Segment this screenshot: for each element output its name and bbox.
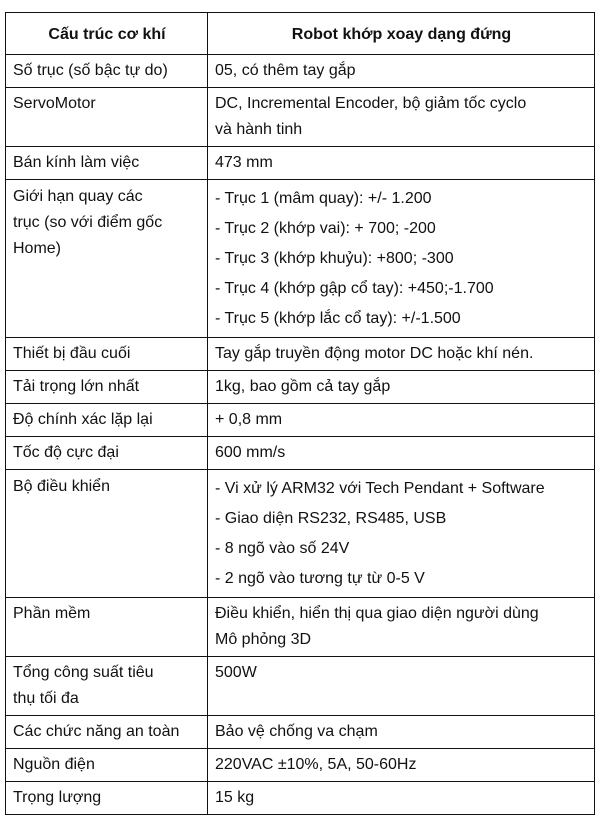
spec-table xyxy=(5,12,595,815)
table-row xyxy=(6,371,595,404)
row-value-line: - Giao diện RS232, RS485, USB xyxy=(215,510,447,527)
table-row xyxy=(6,782,595,815)
row-value-line: 600 mm/s xyxy=(215,444,286,461)
row-label-cell xyxy=(6,470,208,598)
row-label-cell xyxy=(6,598,208,657)
row-label-line: Home) xyxy=(13,240,62,257)
row-value-line: - Vi xử lý ARM32 với Tech Pendant + Software xyxy=(215,480,545,497)
table-row xyxy=(6,147,595,180)
row-value-line: Điều khiển, hiển thị qua giao diện người dùng xyxy=(215,605,539,622)
row-value-cell xyxy=(208,782,595,815)
row-value-line: - Trục 3 (khớp khuỷu): +800; -300 xyxy=(215,250,454,267)
table-row xyxy=(6,598,595,657)
row-label-line: Bộ điều khiển xyxy=(13,478,110,495)
row-value-line: 1kg, bao gồm cả tay gắp xyxy=(215,378,391,395)
row-value-line: - Trục 5 (khớp lắc cổ tay): +/-1.500 xyxy=(215,310,461,327)
row-label-line: Tổng công suất tiêu xyxy=(13,664,154,681)
table-row xyxy=(6,88,595,147)
row-label-line: Số trục (số bậc tự do) xyxy=(13,62,168,79)
header-cell-structure: Cấu trúc cơ khí xyxy=(6,13,208,55)
row-label-cell xyxy=(6,404,208,437)
row-label-cell xyxy=(6,437,208,470)
table-body xyxy=(6,55,595,815)
row-label-cell xyxy=(6,782,208,815)
row-value-cell xyxy=(208,88,595,147)
row-label-line: Nguồn điện xyxy=(13,756,95,773)
row-label-cell xyxy=(6,749,208,782)
row-value-line: - 8 ngõ vào số 24V xyxy=(215,540,350,557)
row-label-cell xyxy=(6,716,208,749)
row-value-cell xyxy=(208,657,595,716)
row-value-line: và hành tinh xyxy=(215,121,303,138)
row-value-line: 05, có thêm tay gắp xyxy=(215,62,356,79)
row-value-line: - Trục 2 (khớp vai): + 700; -200 xyxy=(215,220,436,237)
table-row xyxy=(6,404,595,437)
row-value-line: - Trục 4 (khớp gập cổ tay): +450;-1.700 xyxy=(215,280,494,297)
table-row xyxy=(6,657,595,716)
row-label-line: Các chức năng an toàn xyxy=(13,723,180,740)
row-value-cell xyxy=(208,749,595,782)
row-label-line: Phần mềm xyxy=(13,605,91,622)
row-label-cell xyxy=(6,657,208,716)
row-value-line: 15 kg xyxy=(215,789,255,806)
row-label-cell xyxy=(6,55,208,88)
header-row xyxy=(6,13,595,55)
table-row xyxy=(6,55,595,88)
row-value-line: DC, Incremental Encoder, bộ giảm tốc cyclo xyxy=(215,95,527,112)
row-label-line: Tải trọng lớn nhất xyxy=(13,378,140,395)
table-row xyxy=(6,749,595,782)
row-label-line: Thiết bị đầu cuối xyxy=(13,345,131,362)
row-value-line: 473 mm xyxy=(215,154,273,171)
row-label-line: thụ tối đa xyxy=(13,690,79,707)
row-value-cell xyxy=(208,147,595,180)
row-label-cell xyxy=(6,88,208,147)
row-value-cell xyxy=(208,338,595,371)
table-row xyxy=(6,437,595,470)
row-value-cell xyxy=(208,716,595,749)
row-value-line: Bảo vệ chống va chạm xyxy=(215,723,378,740)
row-value-line: 220VAC ±10%, 5A, 50-60Hz xyxy=(215,756,417,773)
row-value-cell xyxy=(208,371,595,404)
row-label-line: ServoMotor xyxy=(13,95,96,112)
row-label-line: Tốc độ cực đại xyxy=(13,444,119,461)
row-label-cell xyxy=(6,147,208,180)
table-row xyxy=(6,338,595,371)
row-label-line: Trọng lượng xyxy=(13,789,102,806)
row-value-line: Tay gắp truyền động motor DC hoặc khí nén. xyxy=(215,345,534,362)
row-label-cell xyxy=(6,338,208,371)
row-label-line: trục (so với điểm gốc xyxy=(13,214,163,231)
row-value-line: Mô phỏng 3D xyxy=(215,631,312,648)
row-value-cell xyxy=(208,470,595,598)
row-value-cell xyxy=(208,437,595,470)
table-row xyxy=(6,716,595,749)
row-value-line: - Trục 1 (mâm quay): +/- 1.200 xyxy=(215,190,432,207)
row-label-line: Giới hạn quay các xyxy=(13,188,143,205)
row-value-line: + 0,8 mm xyxy=(215,411,283,428)
row-label-line: Bán kính làm việc xyxy=(13,154,140,171)
row-value-cell xyxy=(208,404,595,437)
row-value-line: - 2 ngõ vào tương tự từ 0-5 V xyxy=(215,570,425,587)
table-row xyxy=(6,180,595,338)
row-label-cell xyxy=(6,371,208,404)
row-value-cell xyxy=(208,55,595,88)
row-value-line: 500W xyxy=(215,664,257,681)
row-value-cell xyxy=(208,180,595,338)
table-row xyxy=(6,470,595,598)
row-label-line: Độ chính xác lặp lại xyxy=(13,411,153,428)
row-label-cell xyxy=(6,180,208,338)
row-value-cell xyxy=(208,598,595,657)
header-cell-robot: Robot khớp xoay dạng đứng xyxy=(208,13,595,55)
